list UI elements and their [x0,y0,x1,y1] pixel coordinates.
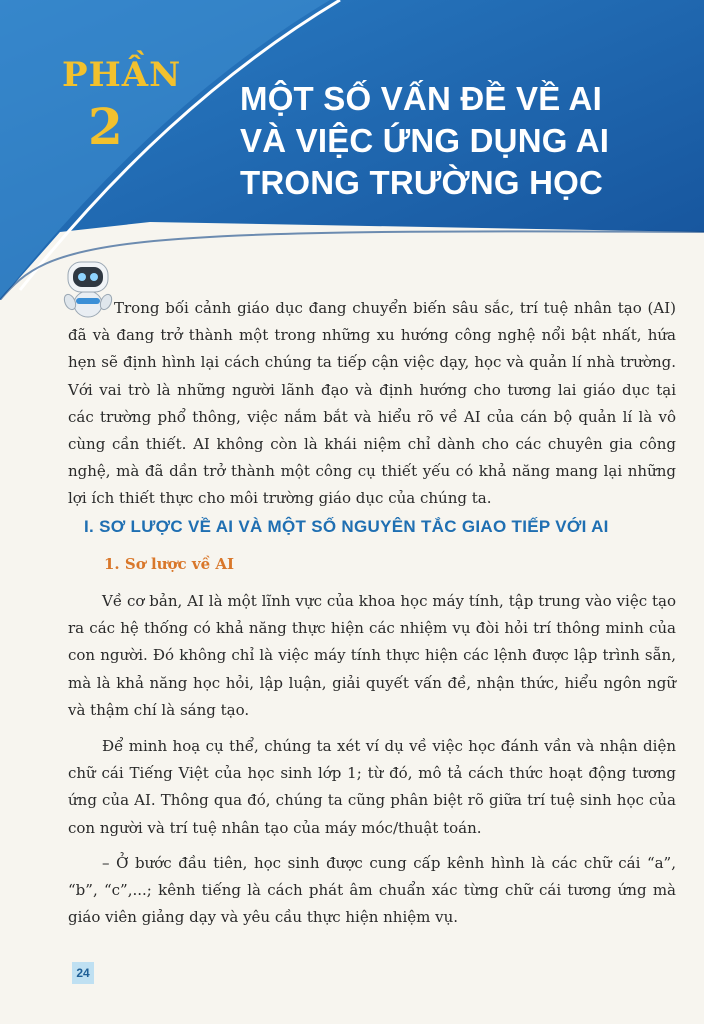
chapter-title-line: MỘT SỐ VẤN ĐỀ VỀ AI [240,80,602,117]
chapter-title [240,78,680,204]
page-number: 24 [72,962,94,984]
section-heading: I. SƠ LƯỢC VỀ AI VÀ MỘT SỐ NGUYÊN TẮC GIAO TIẾP VỚI AI [84,517,609,536]
intro-paragraph [68,295,676,513]
body-paragraph: Về cơ bản, AI là một lĩnh vực của khoa học máy tính, tập trung vào việc tạo ra các hệ thống có khả năng thực hiện các nhiệm vụ đòi hỏi trí thông minh của con người. Đó không chỉ là việc máy tính thực hiện các lệnh được lập trình sẵn, mà là khả năng học hỏi, lập luận, giải quyết vấn đề, nhận thức, hiểu ngôn ngữ và thậm chí là sáng tạo. [68,592,676,719]
chapter-banner [0,0,704,300]
body-paragraph: – Ở bước đầu tiên, học sinh được cung cấp kênh hình là các chữ cái “a”, “b”, “c”,...; kênh tiếng là cách phát âm chuẩn xác từng chữ cái tương ứng mà giáo viên giảng dạy và yêu cầu thực hiện nhiệm vụ. [68,854,676,927]
subsection-heading: 1. Sơ lược về AI [104,555,235,573]
part-label: PHẦN [62,55,182,95]
chapter-title-line: TRONG TRƯỜNG HỌC [240,164,604,201]
part-number: 2 [88,97,123,156]
body-paragraph: Để minh hoạ cụ thể, chúng ta xét ví dụ về việc học đánh vần và nhận diện chữ cái Tiếng Việt của học sinh lớp 1; từ đó, mô tả cách thức hoạt động tương ứng của AI. Thông qua đó, chúng ta cũng phân biệt rõ giữa trí tuệ sinh học của con người và trí tuệ nhân tạo của máy móc/thuật toán. [68,737,676,837]
intro-text: Trong bối cảnh giáo dục đang chuyển biến sâu sắc, trí tuệ nhân tạo (AI) đã và đang trở thành một trong những xu hướng công nghệ nổi bật nhất, hứa hẹn sẽ định hình lại cách chúng ta tiếp cận việc dạy, học và quản lí nhà trường. Với vai trò là những người lãnh đạo và định hướng cho tương lai giáo dục tại các trường phổ thông, việc nắm bắt và hiểu rõ về AI của cán bộ quản lí là vô cùng cần thiết. AI không còn là khái niệm chỉ dành cho các chuyên gia công nghệ, mà đã dần trở thành một công cụ thiết yếu có khả năng mang lại những lợi ích thiết thực cho môi trường giáo dục của chúng ta. [68,299,676,508]
chapter-title-line: VÀ VIỆC ỨNG DỤNG AI [240,122,610,159]
